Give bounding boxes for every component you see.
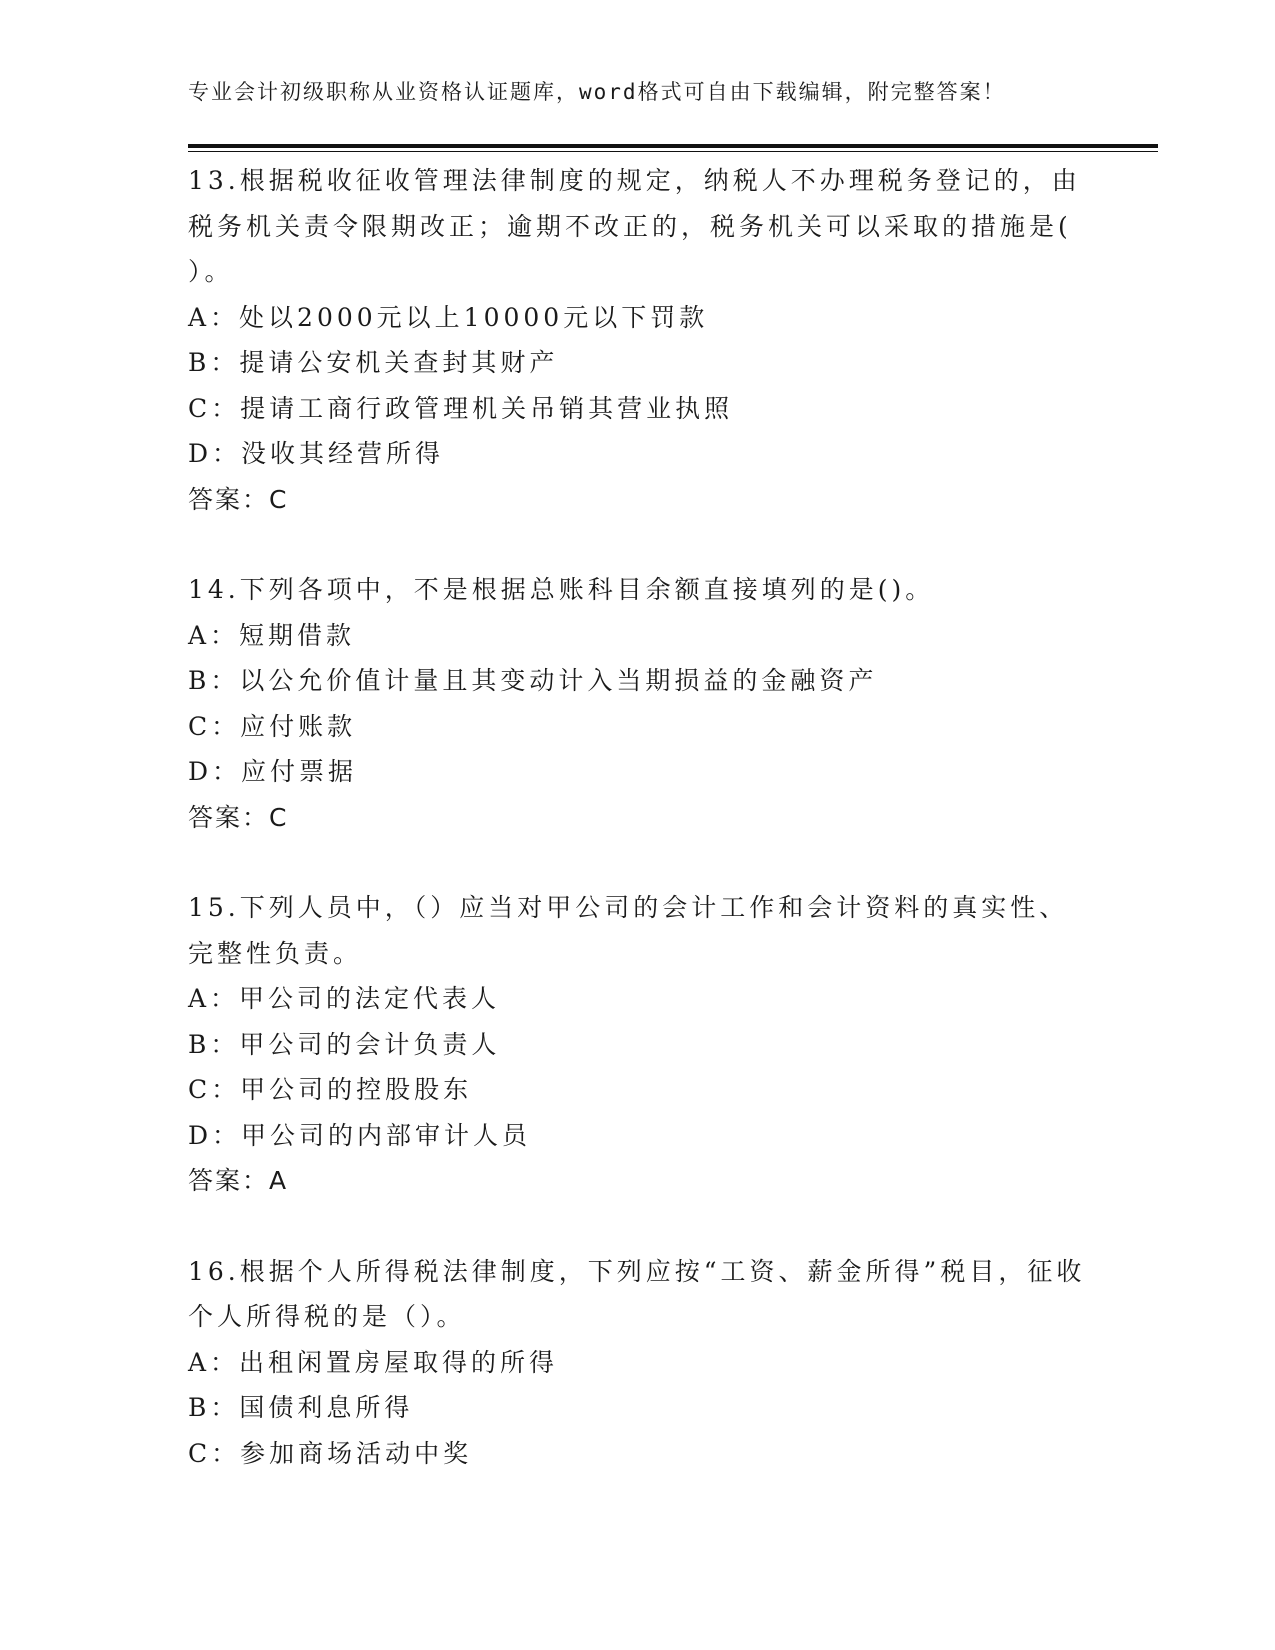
option-b: B：国债利息所得 xyxy=(188,1393,414,1422)
option-b: B：甲公司的会计负责人 xyxy=(188,1029,501,1059)
question-stem: 14.下列各项中，不是根据总账科目余额直接填列的是()。 xyxy=(188,575,935,604)
option-b: B：以公允价值计量且其变动计入当期损益的金融资产 xyxy=(188,666,878,695)
option-d: D：应付票据 xyxy=(188,757,358,786)
header-rule-thick xyxy=(188,144,1158,148)
question-stem: 13.根据税收征收管理法律制度的规定，纳税人不办理税务登记的，由税务机关责令限期改正；逾期不改正的，税务机关可以采取的措施是( ）。 xyxy=(188,166,1081,286)
option-c: C：提请工商行政管理机关吊销其营业执照 xyxy=(188,393,734,423)
answer: 答案：A xyxy=(188,1166,289,1195)
question-14 xyxy=(188,567,1088,840)
option-d: D：没收其经营所得 xyxy=(188,439,445,468)
question-15 xyxy=(188,885,1088,1204)
option-b: B：提请公安机关查封其财产 xyxy=(188,348,559,377)
header-rule-thin xyxy=(188,151,1158,152)
option-a: A：出租闲置房屋取得的所得 xyxy=(188,1347,559,1377)
option-a: A：甲公司的法定代表人 xyxy=(188,984,501,1013)
option-a: A：短期借款 xyxy=(188,620,356,650)
answer: 答案：C xyxy=(188,802,289,832)
question-16 xyxy=(188,1249,1088,1477)
option-a: A：处以2000元以上10000元以下罚款 xyxy=(188,302,709,332)
page-header: 专业会计初级职称从业资格认证题库，word格式可自由下载编辑，附完整答案！ xyxy=(188,80,1006,104)
question-stem: 15.下列人员中，（）应当对甲公司的会计工作和会计资料的真实性、完整性负责。 xyxy=(188,893,1069,968)
option-c: C：甲公司的控股股东 xyxy=(188,1075,473,1104)
answer: 答案：C xyxy=(188,484,289,514)
option-c: C：参加商场活动中奖 xyxy=(188,1438,473,1468)
question-list xyxy=(188,158,1088,1521)
question-stem: 16.根据个人所得税法律制度，下列应按“工资、薪金所得”税目，征收个人所得税的是（）。 xyxy=(188,1256,1086,1331)
option-d: D：甲公司的内部审计人员 xyxy=(188,1120,532,1150)
question-13 xyxy=(188,158,1088,522)
option-c: C：应付账款 xyxy=(188,711,357,741)
